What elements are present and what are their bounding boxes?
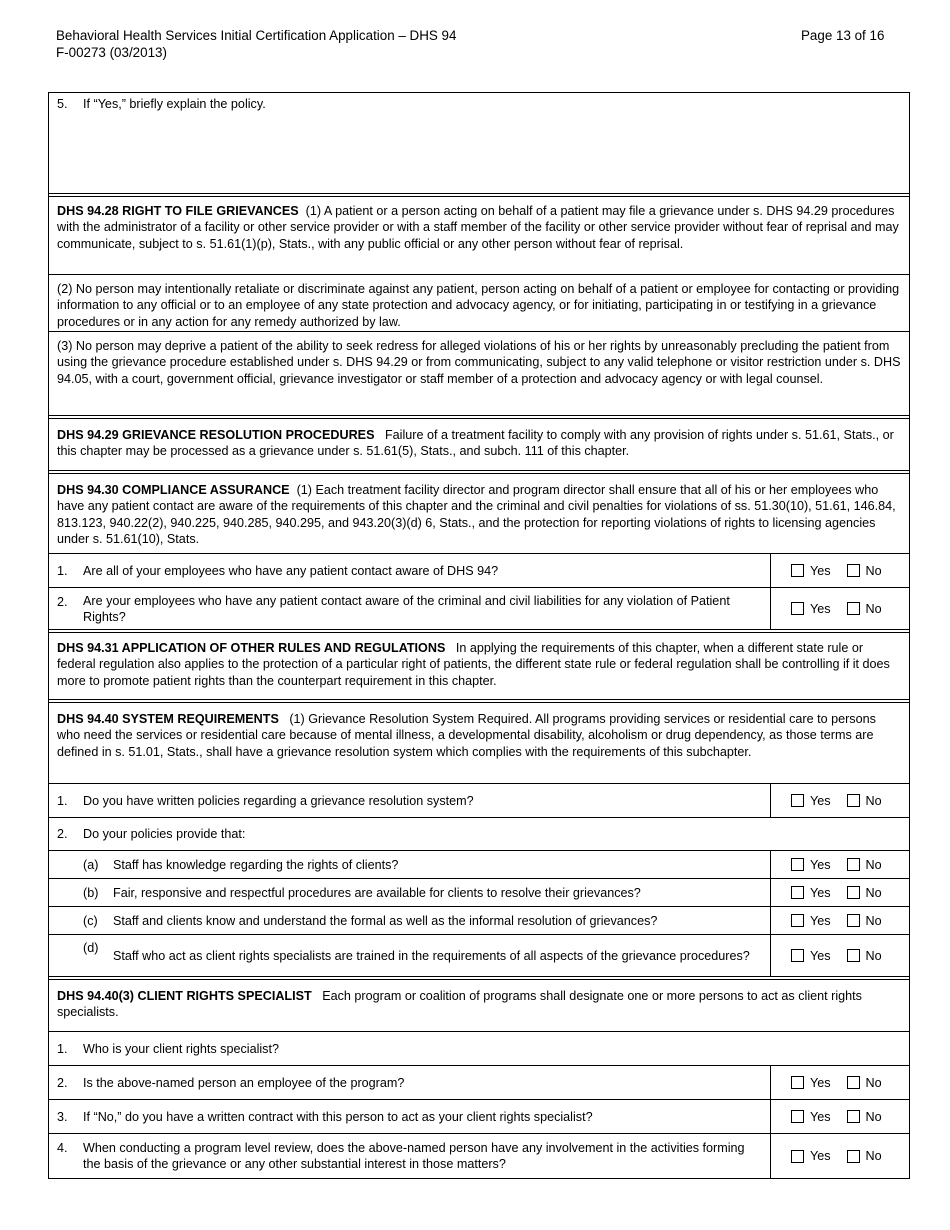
yes-no-group [770, 1066, 909, 1099]
section-94-29 [49, 419, 909, 474]
no-checkbox[interactable] [847, 858, 860, 871]
no-label: No [865, 793, 882, 808]
no-checkbox[interactable] [847, 886, 860, 899]
question-text: If “No,” do you have a written contract with this person to act as your client rights specialist? [83, 1109, 593, 1124]
grievance-sub-c-row [49, 907, 909, 935]
yes-checkbox[interactable] [791, 1150, 804, 1163]
section-94-30 [49, 474, 909, 554]
yes-no-group [770, 784, 909, 817]
no-checkbox[interactable] [847, 1076, 860, 1089]
question-number: 1. [57, 563, 68, 578]
section-heading: DHS 94.28 RIGHT TO FILE GRIEVANCES [57, 204, 299, 218]
question-text: When conducting a program level review, does the above-named person have any involvement in the activities forming the basis of the grievance or any other substantial interest in those matters? [83, 1141, 745, 1171]
yes-no-group [770, 588, 909, 629]
section-heading: DHS 94.30 COMPLIANCE ASSURANCE [57, 483, 290, 497]
question-text: Staff and clients know and understand the formal as well as the informal resolution of grievances? [113, 913, 658, 928]
yes-label: Yes [810, 793, 831, 808]
question-text: Is the above-named person an employee of the program? [83, 1075, 405, 1090]
yes-label: Yes [810, 563, 831, 578]
yes-label: Yes [810, 1109, 831, 1124]
yes-checkbox[interactable] [791, 858, 804, 871]
explain-policy-row[interactable] [49, 92, 909, 197]
grievance-sub-b-row [49, 879, 909, 907]
question-text: Do you have written policies regarding a grievance resolution system? [83, 793, 474, 808]
no-label: No [865, 1149, 882, 1163]
grievance-sub-d-row [49, 935, 909, 980]
question-number: 2. [57, 1075, 68, 1090]
form-title: Behavioral Health Services Initial Certification Application – DHS 94 [56, 28, 457, 43]
specialist-q2-row [49, 1066, 909, 1100]
application-form [48, 92, 910, 1179]
yes-label: Yes [810, 948, 831, 963]
yes-label: Yes [810, 1075, 831, 1090]
no-label: No [865, 948, 882, 963]
section-94-31 [49, 633, 909, 703]
yes-checkbox[interactable] [791, 914, 804, 927]
section-94-40 [49, 703, 909, 784]
no-label: No [865, 885, 882, 900]
section-text: (2) No person may intentionally retaliate or discriminate against any patient, person acting on behalf of a patient or employee for contacting or providing information to any official or to an employee of any state protection and advocacy agency, or for initiating, participating in or testifying in a grievance procedures or in any action for any remedy authorized by law. [57, 282, 900, 329]
form-id: F-00273 (03/2013) [56, 45, 167, 60]
yes-checkbox[interactable] [791, 886, 804, 899]
yes-no-group [770, 851, 909, 878]
question-text: Do your policies provide that: [83, 827, 246, 841]
section-text: Each program or coalition of programs shall designate one or more persons to act as client rights specialists. [57, 989, 862, 1020]
question-number: 4. [57, 1141, 68, 1155]
yes-checkbox[interactable] [791, 1110, 804, 1123]
section-94-40-3 [49, 980, 909, 1032]
yes-checkbox[interactable] [791, 949, 804, 962]
question-number: (c) [83, 913, 98, 928]
no-checkbox[interactable] [847, 794, 860, 807]
no-checkbox[interactable] [847, 1150, 860, 1163]
yes-no-group [770, 907, 909, 934]
explain-policy-question [49, 93, 909, 193]
section-94-28-p2 [49, 275, 909, 332]
yes-checkbox[interactable] [791, 602, 804, 615]
section-text: (1) Grievance Resolution System Required. All programs providing services or residential care to persons who need the services or residential care because of mental illness, a developmental disability, alcoholism or drug dependency, as those terms are defined in s. 51.01, Stats., shall have a grievance resolution system which complies with the requirements of this subchapter. [57, 712, 876, 759]
yes-no-group [770, 554, 909, 587]
section-text: (3) No person may deprive a patient of the ability to seek redress for alleged violations of his or her rights by unreasonably precluding the patient from using the grievance procedure established under s. DHS 94.29 or from communicating, subject to any valid telephone or visitor restriction under s. DHS 94.05, with a court, government official, grievance investigator or staff member of a protection and advocacy agency or with legal counsel. [57, 339, 901, 386]
question-number: (a) [83, 857, 99, 872]
question-number: 1. [57, 793, 68, 808]
section-heading: DHS 94.40 SYSTEM REQUIREMENTS [57, 712, 279, 726]
no-checkbox[interactable] [847, 1110, 860, 1123]
section-text: In applying the requirements of this chapter, when a different state rule or federal regulation also applies to the protection of a particular right of patients, the different state rule or federal regulation shall be controlling if it does more to promote patient rights than the counterpart requirement in this chapter. [57, 641, 890, 688]
section-text: (1) Each treatment facility director and program director shall ensure that all of his or her employees who have any patient contact are aware of the requirements of this chapter and the criminal and civil penalties for violations of ss. 51.30(10), 51.61, 146.84, 813.123, 940.22(2), 940.225, 940.285, 940.295, and 943.20(3)(d) 6, Stats., and the protection for reporting violations of rights to licensing agencies under s. 51.61(10), Stats. [57, 483, 896, 546]
yes-no-group [770, 1134, 909, 1178]
section-heading: DHS 94.29 GRIEVANCE RESOLUTION PROCEDURES [57, 428, 375, 442]
yes-checkbox[interactable] [791, 794, 804, 807]
no-label: No [865, 857, 882, 872]
compliance-q2-row [49, 588, 909, 633]
yes-checkbox[interactable] [791, 564, 804, 577]
grievance-q2-row [49, 818, 909, 851]
yes-label: Yes [810, 1149, 831, 1163]
yes-no-group [770, 935, 909, 976]
section-94-28-p3 [49, 332, 909, 419]
section-heading: DHS 94.40(3) CLIENT RIGHTS SPECIALIST [57, 989, 312, 1003]
question-text: Staff who act as client rights specialists are trained in the requirements of all aspects of the grievance procedures? [113, 948, 750, 963]
specialist-q1-row[interactable] [49, 1032, 909, 1066]
yes-label: Yes [810, 857, 831, 872]
no-checkbox[interactable] [847, 602, 860, 615]
yes-label: Yes [810, 885, 831, 900]
specialist-q4-row [49, 1134, 909, 1179]
question-text: Fair, responsive and respectful procedures are available for clients to resolve their grievances? [113, 885, 641, 900]
grievance-q1-row [49, 784, 909, 818]
yes-label: Yes [810, 601, 831, 616]
no-checkbox[interactable] [847, 564, 860, 577]
no-label: No [865, 563, 882, 578]
yes-label: Yes [810, 913, 831, 928]
compliance-q1-row [49, 554, 909, 588]
question-text: Are all of your employees who have any patient contact aware of DHS 94? [83, 563, 499, 578]
yes-no-group [770, 879, 909, 906]
question-text: Are your employees who have any patient contact aware of the criminal and civil liabilities for any violation of Patient Rights? [83, 593, 730, 624]
yes-no-group [770, 1100, 909, 1133]
question-number: 3. [57, 1109, 68, 1124]
yes-checkbox[interactable] [791, 1076, 804, 1089]
question-number: 5. [57, 97, 68, 111]
specialist-q3-row [49, 1100, 909, 1134]
question-text: Who is your client rights specialist? [83, 1041, 279, 1056]
no-label: No [865, 601, 882, 616]
question-number: 2. [57, 827, 68, 841]
question-number: (b) [83, 885, 99, 900]
question-number: 2. [57, 595, 68, 609]
question-number: (d) [83, 941, 99, 955]
section-text: Failure of a treatment facility to comply with any provision of rights under s. 51.61, Stats., or this chapter may be processed as a grievance under s. 51.61(5), Stats., and subch. 111 of this chapter. [57, 428, 894, 459]
section-text: (1) A patient or a person acting on behalf of a patient may file a grievance under s. DHS 94.29 procedures with the administrator of a facility or other service provider or with a staff member of the facility or other service provider without fear of reprisal and may communicate, subject to s. 51.61(1)(p), Stats., with any public official or any other person without fear of reprisal. [57, 204, 899, 251]
no-label: No [865, 913, 882, 928]
no-label: No [865, 1075, 882, 1090]
question-text: If “Yes,” briefly explain the policy. [83, 97, 266, 111]
no-label: No [865, 1109, 882, 1124]
question-text: Staff has knowledge regarding the rights of clients? [113, 857, 399, 872]
question-number: 1. [57, 1041, 68, 1056]
section-heading: DHS 94.31 APPLICATION OF OTHER RULES AND REGULATIONS [57, 641, 446, 655]
no-checkbox[interactable] [847, 914, 860, 927]
no-checkbox[interactable] [847, 949, 860, 962]
page-number: Page 13 of 16 [801, 28, 885, 43]
section-94-28 [49, 197, 909, 275]
grievance-sub-a-row [49, 851, 909, 879]
